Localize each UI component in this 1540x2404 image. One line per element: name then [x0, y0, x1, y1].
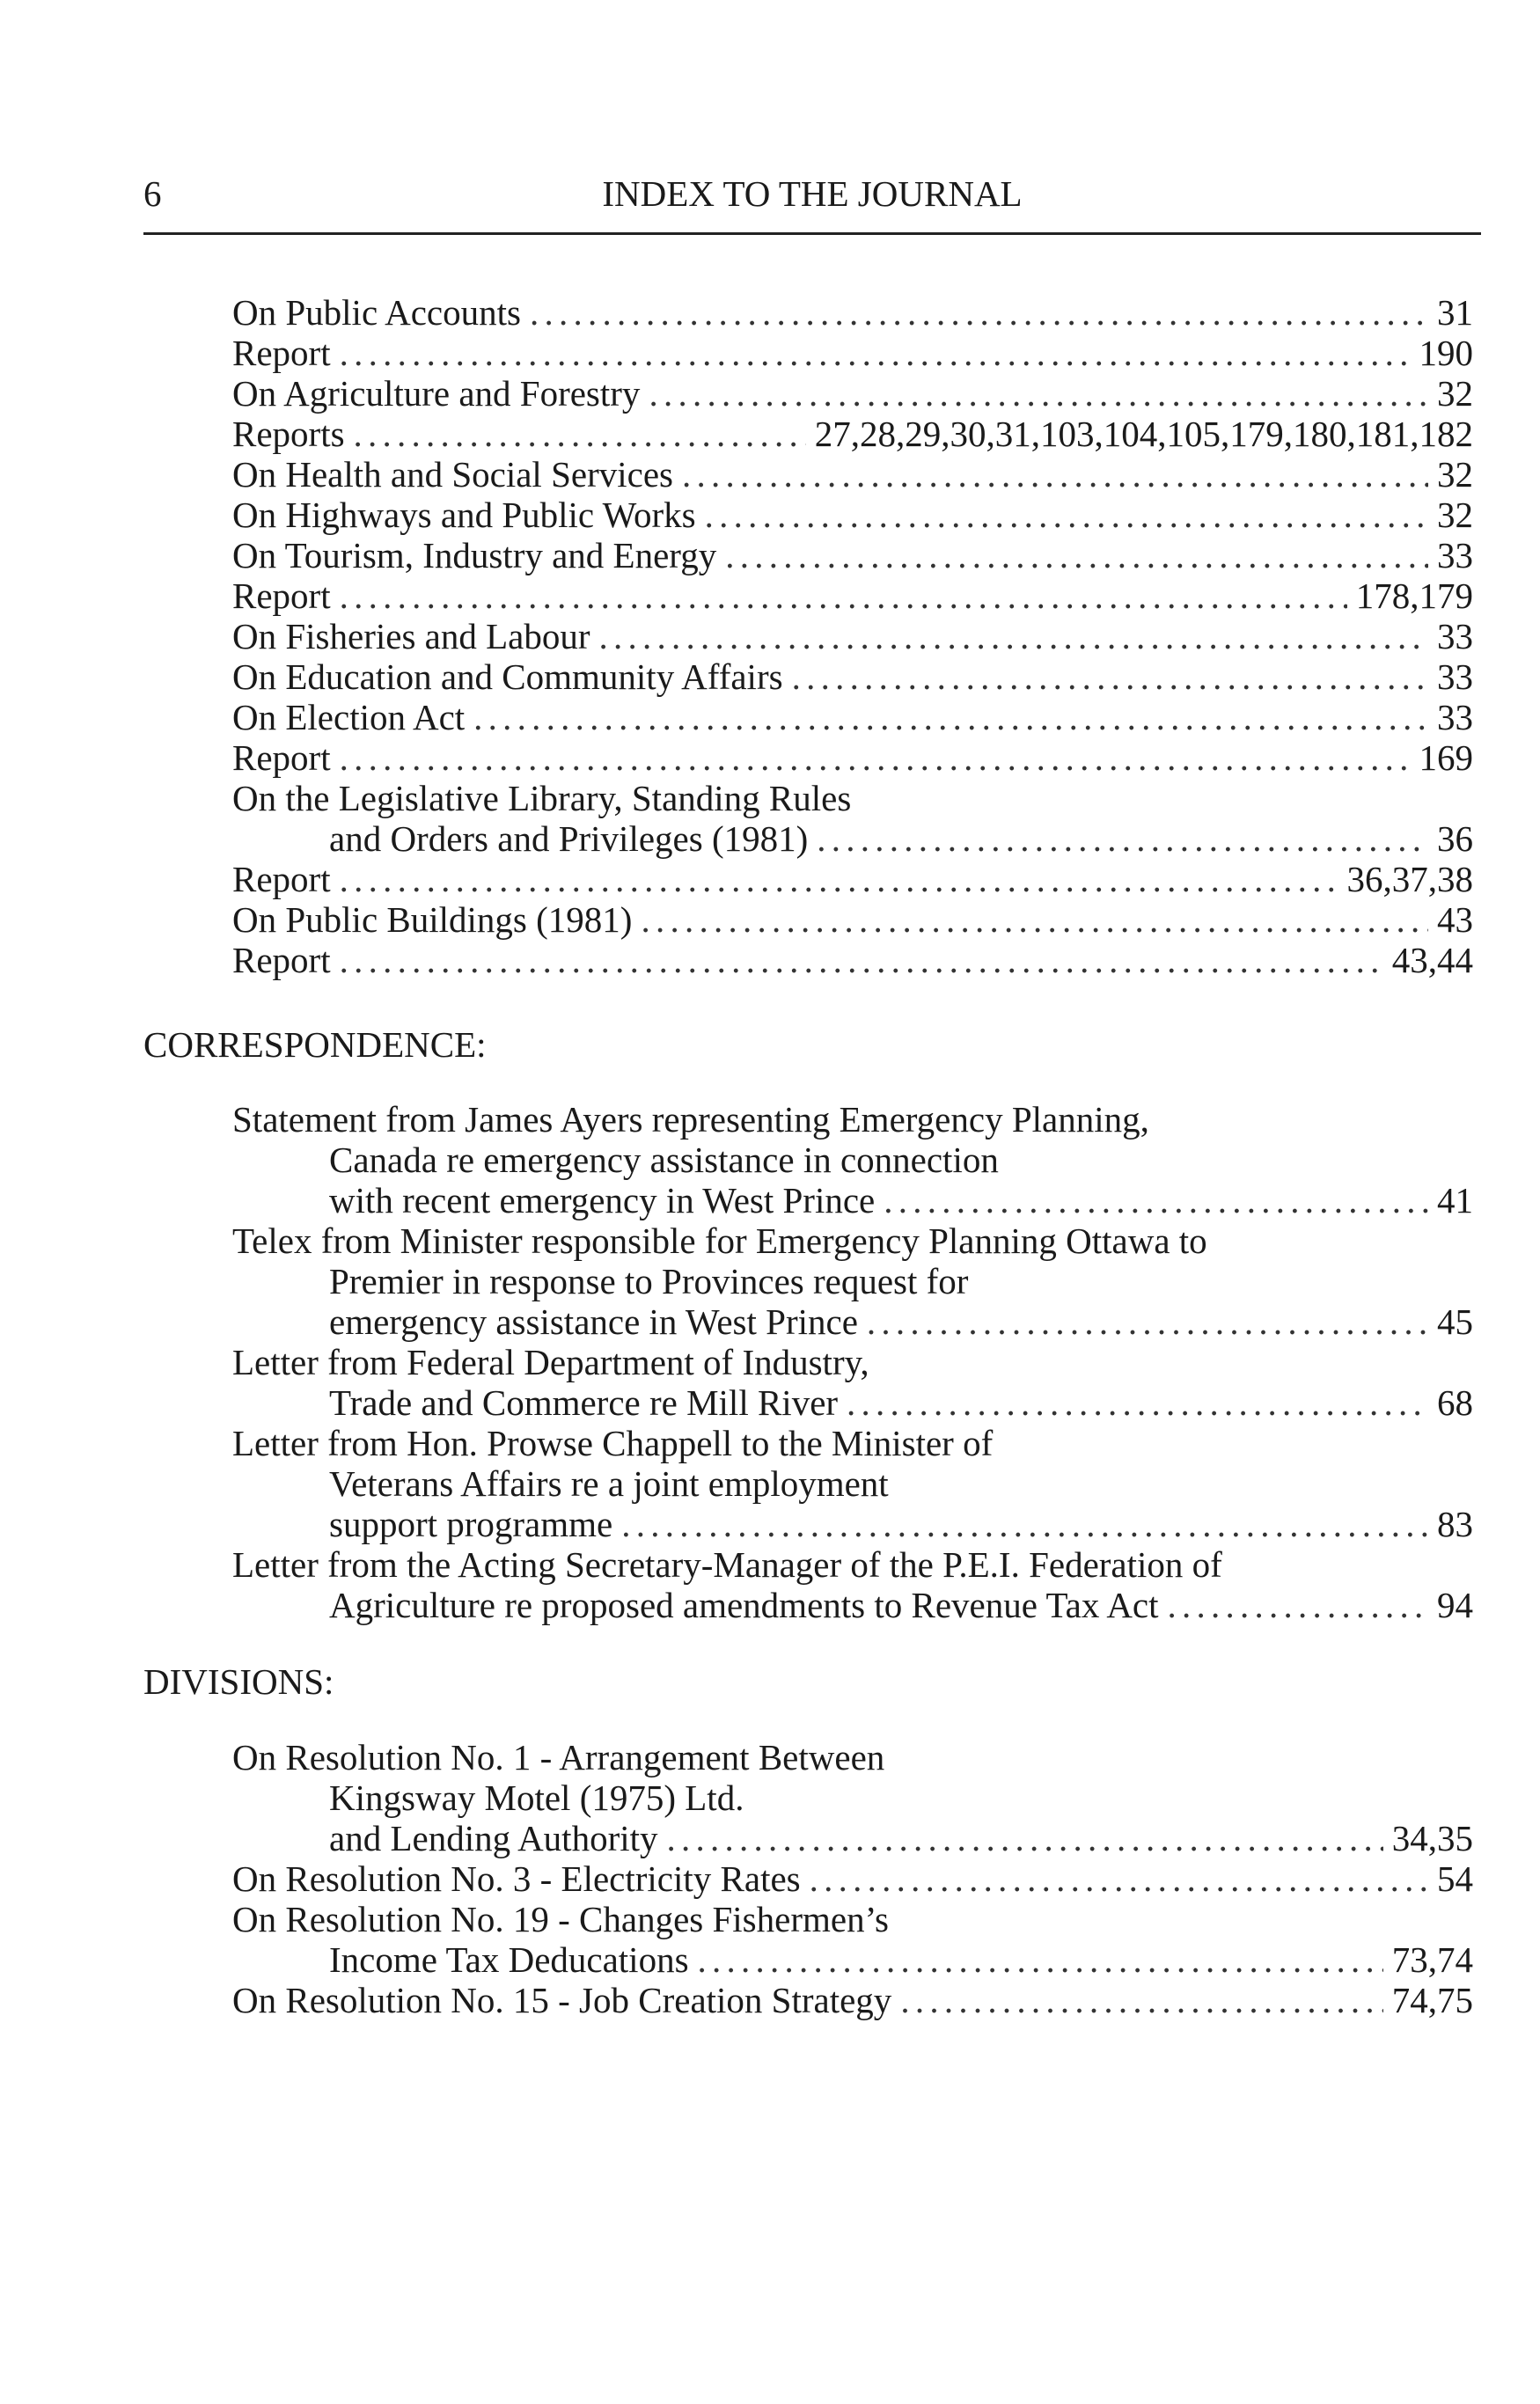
- dot-leader: [682, 454, 1428, 495]
- dot-leader: [847, 1382, 1428, 1423]
- entry-label: On Tourism, Industry and Energy: [232, 535, 717, 575]
- entry-label: On Health and Social Services: [232, 454, 673, 495]
- entry-label: Report: [232, 859, 331, 899]
- entry-label: On Resolution No. 1 - Arrangement Between: [232, 1737, 885, 1777]
- index-entry: [232, 333, 1473, 373]
- entry-label: Letter from Federal Department of Industry,: [232, 1342, 869, 1382]
- entry-pages: 32: [1437, 495, 1473, 535]
- entry-pages: 33: [1437, 656, 1473, 697]
- index-entry: [232, 1544, 1473, 1585]
- entry-label: Trade and Commerce re Mill River: [329, 1382, 839, 1423]
- dot-leader: [621, 1504, 1428, 1544]
- entry-label: On Highways and Public Works: [232, 495, 696, 535]
- entry-label: On the Legislative Library, Standing Rules: [232, 778, 852, 818]
- header-divider: [143, 232, 1481, 235]
- entry-label: Agriculture re proposed amendments to Revenue Tax Act: [329, 1585, 1159, 1625]
- dot-leader: [817, 818, 1428, 859]
- index-entry: [329, 1301, 1473, 1342]
- entry-label: On Resolution No. 15 - Job Creation Strategy: [232, 1980, 892, 2020]
- index-entry: [232, 737, 1473, 778]
- index-entry: [329, 1777, 1473, 1818]
- index-entry: [329, 1382, 1473, 1423]
- entry-pages: 33: [1437, 616, 1473, 656]
- index-entry: [232, 899, 1473, 940]
- entry-label: Veterans Affairs re a joint employment: [329, 1463, 889, 1504]
- index-entry: [232, 1737, 1473, 1777]
- entry-label: and Lending Authority: [329, 1818, 658, 1858]
- entry-label: Canada re emergency assistance in connection: [329, 1140, 999, 1180]
- dot-leader: [884, 1180, 1428, 1220]
- index-entry: [329, 1140, 1473, 1180]
- index-entry: [232, 1342, 1473, 1382]
- dot-leader: [641, 899, 1428, 940]
- index-entry: [232, 535, 1473, 575]
- entry-pages: 41: [1437, 1180, 1473, 1220]
- entry-label: On Public Accounts: [232, 292, 521, 333]
- index-entry: [329, 818, 1473, 859]
- running-title: INDEX TO THE JOURNAL: [602, 173, 1023, 214]
- entry-pages: 33: [1437, 535, 1473, 575]
- index-entry: [232, 373, 1473, 414]
- entry-label: with recent emergency in West Prince: [329, 1180, 876, 1220]
- entry-label: support programme: [329, 1504, 613, 1544]
- entry-pages: 43,44: [1391, 940, 1473, 980]
- dot-leader: [340, 859, 1338, 899]
- page-header: [143, 167, 1481, 220]
- index-entry: [232, 1423, 1473, 1463]
- index-entry: [232, 697, 1473, 737]
- dot-leader: [792, 656, 1428, 697]
- entry-pages: 31: [1437, 292, 1473, 333]
- dot-leader: [725, 535, 1428, 575]
- index-entry: [232, 495, 1473, 535]
- entry-pages: 33: [1437, 697, 1473, 737]
- entry-label: On Resolution No. 3 - Electricity Rates: [232, 1858, 801, 1899]
- entry-pages: 45: [1437, 1301, 1473, 1342]
- index-entry: [232, 292, 1473, 333]
- dot-leader: [705, 495, 1428, 535]
- entry-pages: 94: [1437, 1585, 1473, 1625]
- entry-pages: 54: [1437, 1858, 1473, 1899]
- entry-pages: 178,179: [1355, 575, 1473, 616]
- entry-pages: 36,37,38: [1346, 859, 1473, 899]
- entry-label: Report: [232, 333, 331, 373]
- entry-label: Kingsway Motel (1975) Ltd.: [329, 1777, 744, 1818]
- dot-leader: [667, 1818, 1383, 1858]
- index-entry: [329, 1261, 1473, 1301]
- entry-pages: 68: [1437, 1382, 1473, 1423]
- dot-leader: [867, 1301, 1428, 1342]
- dot-leader: [340, 575, 1347, 616]
- entry-label: Premier in response to Provinces request for: [329, 1261, 969, 1301]
- entry-pages: 169: [1419, 737, 1473, 778]
- entry-label: On Resolution No. 19 - Changes Fishermen’s: [232, 1899, 889, 1939]
- entry-label: Report: [232, 575, 331, 616]
- entry-pages: 32: [1437, 454, 1473, 495]
- dot-leader: [354, 414, 806, 454]
- entry-pages: 34,35: [1391, 1818, 1473, 1858]
- index-entry: [232, 940, 1473, 980]
- entry-label: Telex from Minister responsible for Emergency Planning Ottawa to: [232, 1220, 1207, 1261]
- page-number: 6: [143, 173, 162, 214]
- dot-leader: [340, 940, 1383, 980]
- entry-pages: 43: [1437, 899, 1473, 940]
- dot-leader: [340, 737, 1411, 778]
- entry-label: emergency assistance in West Prince: [329, 1301, 858, 1342]
- index-entry: [329, 1463, 1473, 1504]
- index-entry: [232, 1099, 1473, 1140]
- index-entry: [232, 859, 1473, 899]
- entry-label: Letter from the Acting Secretary-Manager of the P.E.I. Federation of: [232, 1544, 1222, 1585]
- entry-label: Income Tax Deducations: [329, 1939, 689, 1980]
- entry-label: On Agriculture and Forestry: [232, 373, 641, 414]
- entry-label: On Education and Community Affairs: [232, 656, 783, 697]
- index-entry: [232, 414, 1473, 454]
- entry-pages: 27,28,29,30,31,103,104,105,179,180,181,182: [814, 414, 1473, 454]
- entry-pages: 73,74: [1391, 1939, 1473, 1980]
- entry-pages: 74,75: [1391, 1980, 1473, 2020]
- entry-pages: 83: [1437, 1504, 1473, 1544]
- dot-leader: [1168, 1585, 1428, 1625]
- dot-leader: [810, 1858, 1428, 1899]
- entry-label: On Fisheries and Labour: [232, 616, 590, 656]
- entry-label: On Public Buildings (1981): [232, 899, 633, 940]
- index-entry: [232, 616, 1473, 656]
- index-entry: [329, 1939, 1473, 1980]
- entry-label: Statement from James Ayers representing Emergency Planning,: [232, 1099, 1149, 1140]
- dot-leader: [530, 292, 1428, 333]
- entry-pages: 190: [1419, 333, 1473, 373]
- index-entry: [232, 1220, 1473, 1261]
- index-entry: [232, 454, 1473, 495]
- index-entry: [329, 1818, 1473, 1858]
- index-entry: [232, 1899, 1473, 1939]
- entry-label: Report: [232, 737, 331, 778]
- index-entry: [329, 1585, 1473, 1625]
- index-entry: [232, 778, 1473, 818]
- index-entry: [232, 575, 1473, 616]
- correspondence-heading: CORRESPONDENCE:: [143, 1024, 487, 1065]
- dot-leader: [698, 1939, 1383, 1980]
- dot-leader: [599, 616, 1429, 656]
- dot-leader: [649, 373, 1428, 414]
- index-entry: [329, 1504, 1473, 1544]
- index-entry: [232, 1980, 1473, 2020]
- entry-label: Letter from Hon. Prowse Chappell to the Minister of: [232, 1423, 994, 1463]
- dot-leader: [340, 333, 1411, 373]
- entry-label: On Election Act: [232, 697, 466, 737]
- entry-pages: 36: [1437, 818, 1473, 859]
- dot-leader: [473, 697, 1428, 737]
- dot-leader: [900, 1980, 1382, 2020]
- index-entry: [232, 1858, 1473, 1899]
- entry-pages: 32: [1437, 373, 1473, 414]
- divisions-heading: DIVISIONS:: [143, 1661, 334, 1702]
- entry-label: Reports: [232, 414, 345, 454]
- index-entry: [329, 1180, 1473, 1220]
- entry-label: Report: [232, 940, 331, 980]
- index-entry: [232, 656, 1473, 697]
- entry-label: and Orders and Privileges (1981): [329, 818, 809, 859]
